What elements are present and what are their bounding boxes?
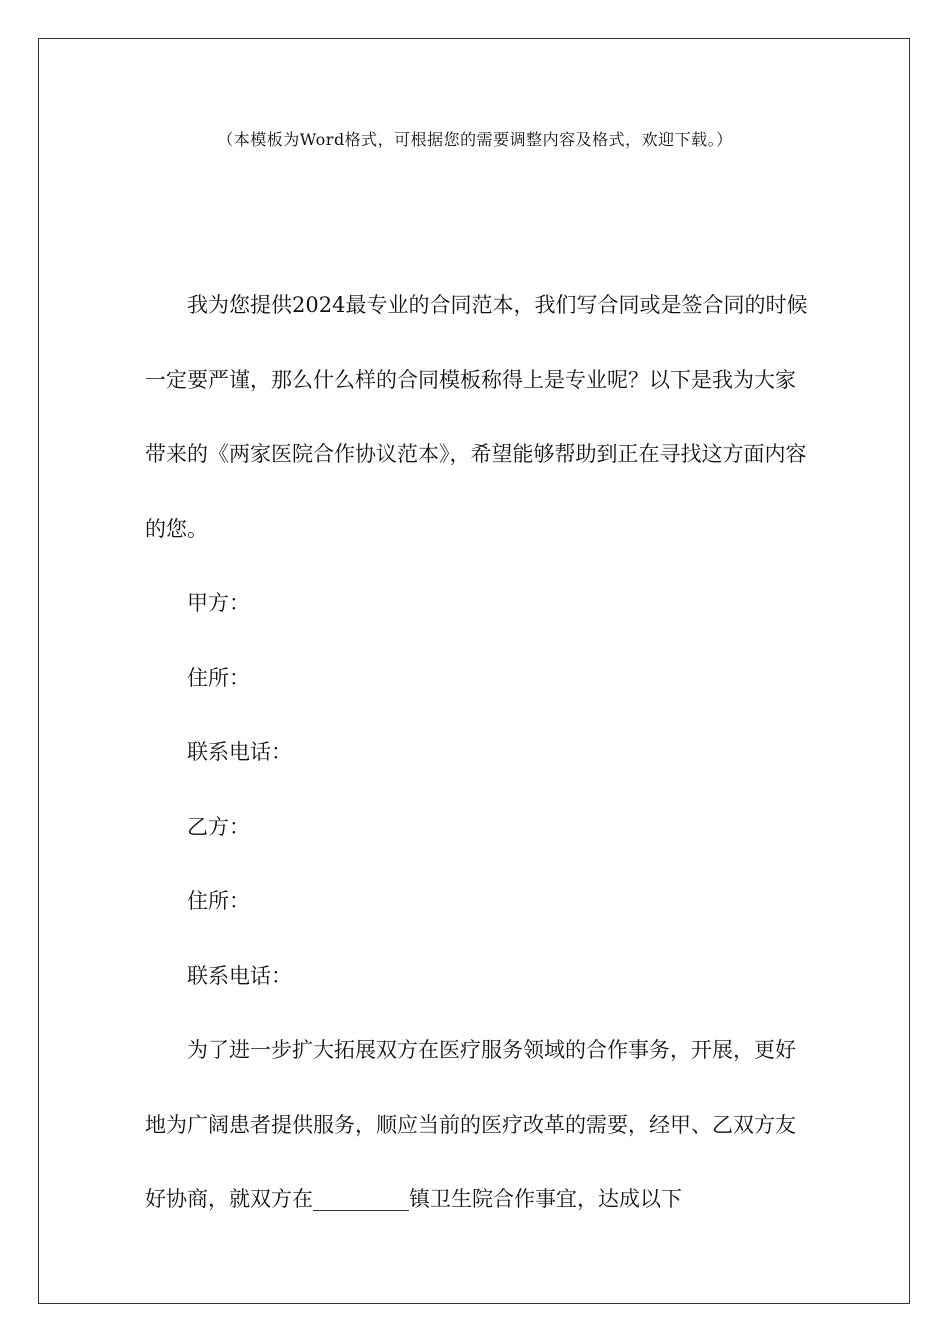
intro-paragraph: 我为您提供2024最专业的合同范本，我们写合同或是签合同的时候一定要严谨，那么什么样的合同模板称得上是专业呢？以下是我为大家带来的《两家医院合作协议范本》，希望能够帮助到正在寻找这方面内容的您。 <box>145 293 808 541</box>
party-b-address-label: 住所： <box>187 889 250 913</box>
purpose-text-start: 为了进一步扩大拓展双方在医疗服务领域的合作事务，开展，更好地为广阔患者提供服务，顺应当前的医疗改革的需要，经甲、乙双方友好协商，就双方在 <box>145 1038 796 1211</box>
template-note: （本模板为Word格式，可根据您的需要调整内容及格式，欢迎下载。） <box>217 130 733 149</box>
town-name-blank[interactable] <box>313 1187 409 1211</box>
purpose-text-end: 镇卫生院合作事宜，达成以下 <box>409 1187 682 1211</box>
party-b-phone-label: 联系电话： <box>187 963 292 988</box>
purpose-paragraph <box>145 1013 810 1237</box>
party-a-phone-label: 联系电话： <box>187 740 292 764</box>
party-b-label: 乙方： <box>187 814 250 839</box>
party-a-label: 甲方： <box>187 591 250 615</box>
document-body <box>145 268 810 1237</box>
party-a-address-label: 住所： <box>187 665 250 690</box>
